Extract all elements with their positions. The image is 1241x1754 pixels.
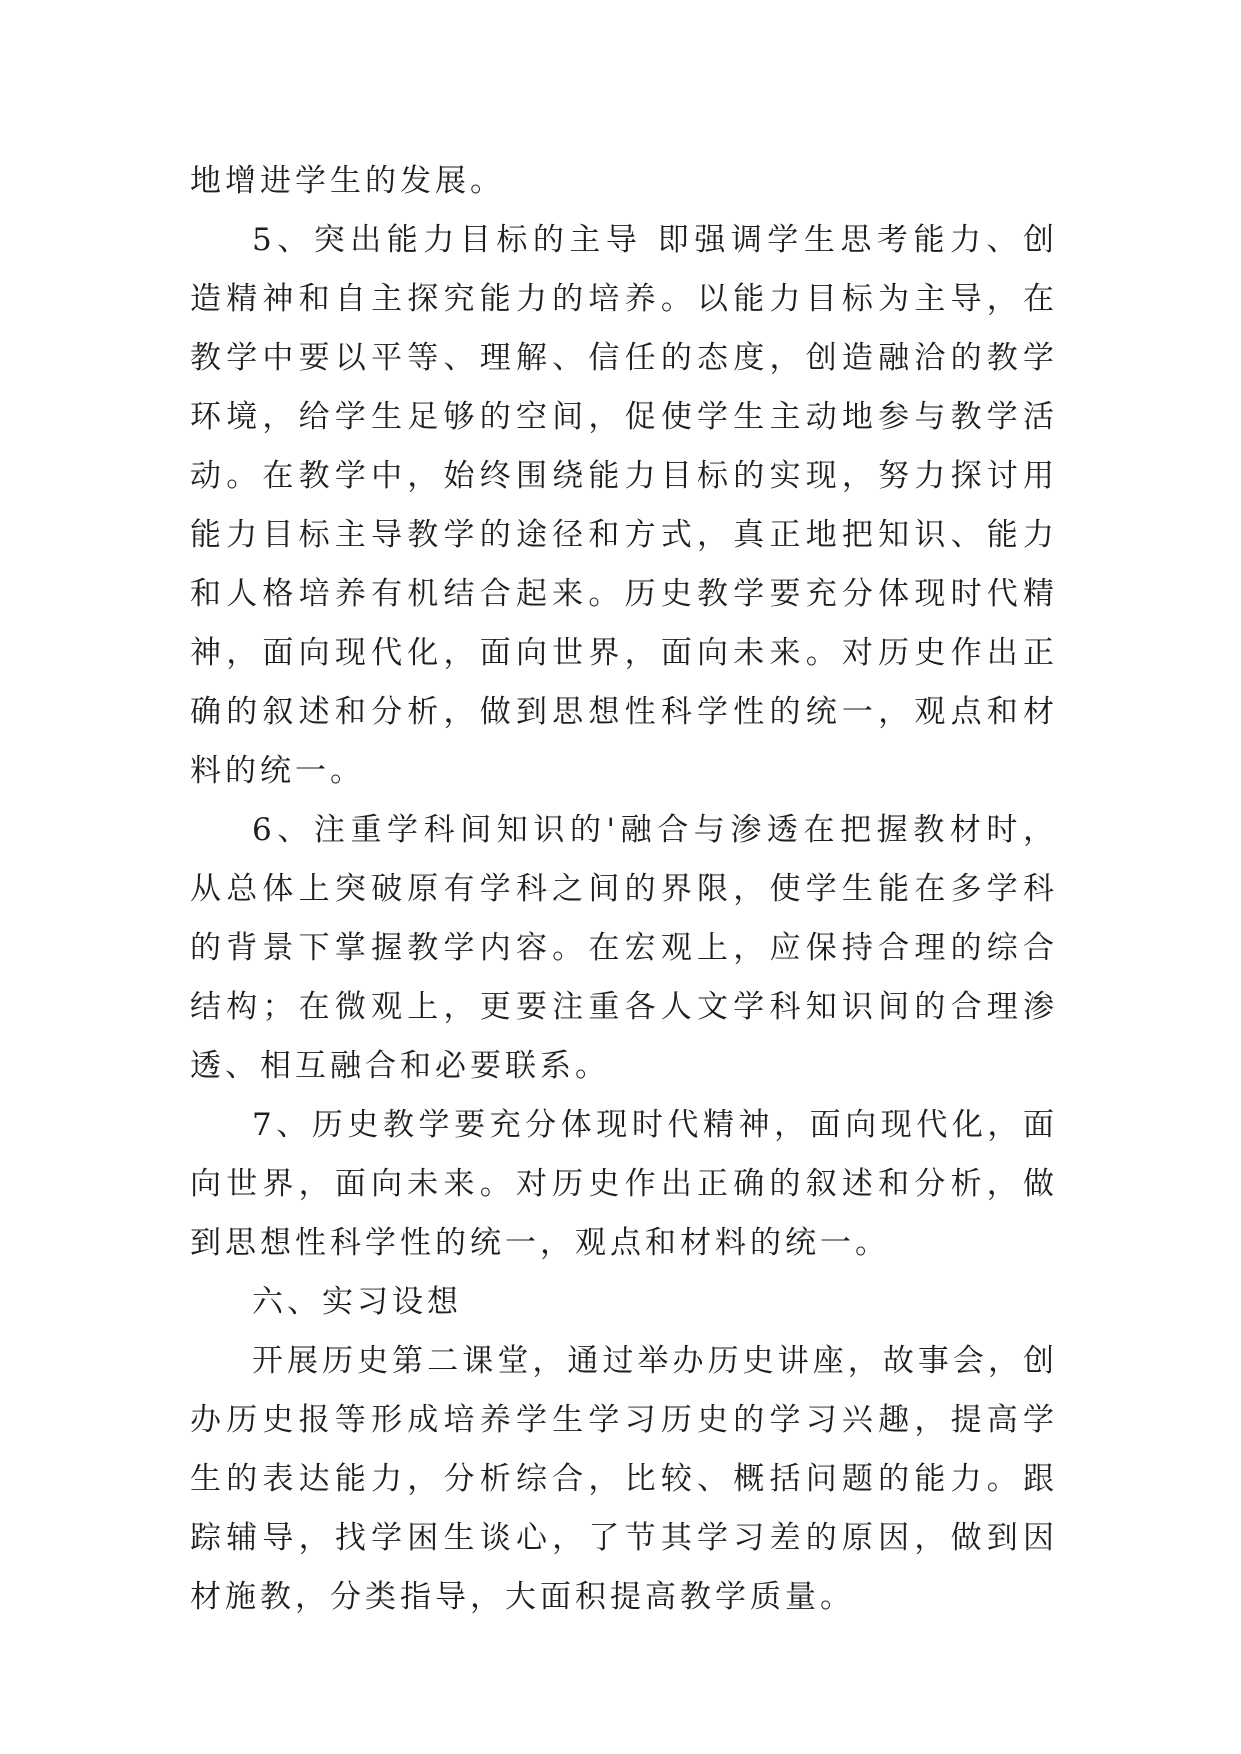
- paragraph-practice-plan: 开展历史第二课堂，通过举办历史讲座，故事会，创办历史报等形成培养学生学习历史的学习兴趣，提高学生的表达能力，分析综合，比较、概括问题的能力。跟踪辅导，找学困生谈心，了节其学习差的原因，做到因材施教，分类指导，大面积提高教学质量。: [190, 1343, 1058, 1615]
- paragraph-item-7: 7、历史教学要充分体现时代精神，面向现代化，面向世界，面向未来。对历史作出正确的叙述和分析，做到思想性科学性的统一，观点和材料的统一。: [190, 1107, 1058, 1261]
- section-heading: 六、实习设想: [252, 1284, 462, 1320]
- body-text: [190, 152, 1058, 1627]
- paragraph-continuation: 地增进学生的发展。: [190, 163, 505, 199]
- paragraph-item-5: 5、突出能力目标的主导 即强调学生思考能力、创造精神和自主探究能力的培养。以能力目标为主导，在教学中要以平等、理解、信任的态度，创造融洽的教学环境，给学生足够的空间，促使学生主动地参与教学活动。在教学中，始终围绕能力目标的实现，努力探讨用能力目标主导教学的途径和方式，真正地把知识、能力和人格培养有机结合起来。历史教学要充分体现时代精神，面向现代化，面向世界，面向未来。对历史作出正确的叙述和分析，做到思想性科学性的统一，观点和材料的统一。: [190, 222, 1058, 789]
- paragraph-item-6: 6、注重学科间知识的'融合与渗透在把握教材时，从总体上突破原有学科之间的界限，使学生能在多学科的背景下掌握教学内容。在宏观上，应保持合理的综合结构；在微观上，更要注重各人文学科知识间的合理渗透、相互融合和必要联系。: [190, 812, 1058, 1084]
